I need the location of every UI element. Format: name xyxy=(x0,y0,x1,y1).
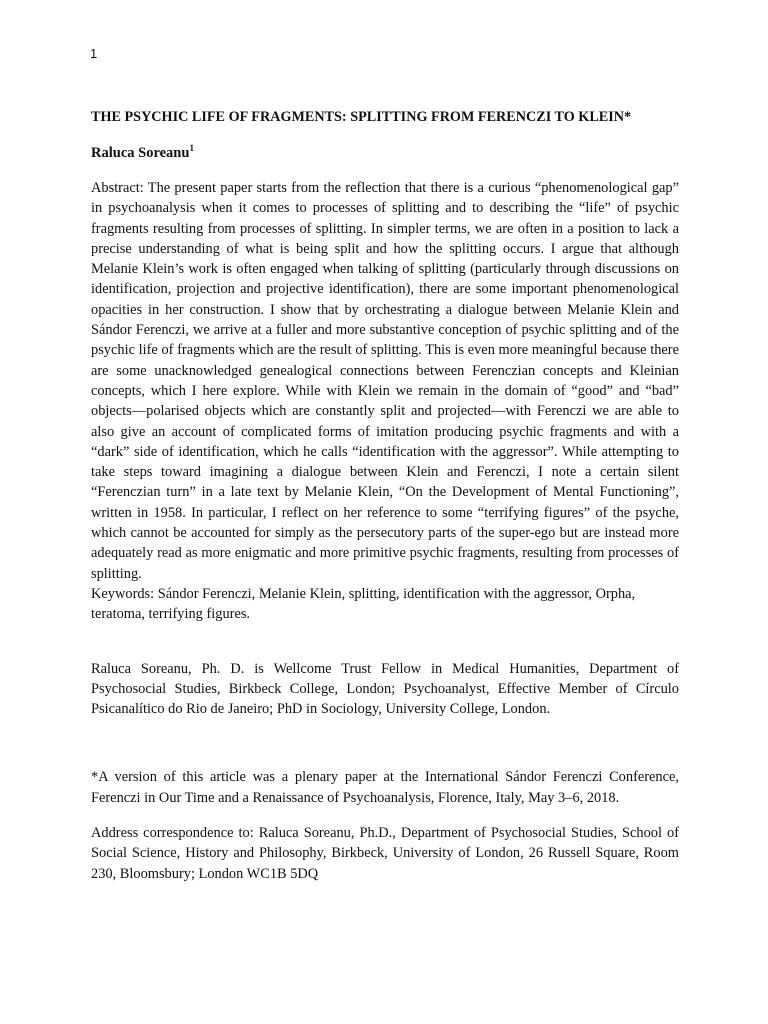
author-footnote-mark: 1 xyxy=(189,143,194,153)
keywords: Keywords: Sándor Ferenczi, Melanie Klein, splitting, identification with the aggressor, Orpha, teratoma, terrifying figures. xyxy=(91,585,636,623)
paper-title: THE PSYCHIC LIFE OF FRAGMENTS: SPLITTING FROM FERENCZI TO KLEIN* xyxy=(91,109,632,125)
conference-footnote: *A version of this article was a plenary paper at the International Sándor Ferenczi Conference, Ferenczi in Our Time and a Renaissance of Psychoanalysis, Florence, Italy, May 3–6, 2018. xyxy=(91,769,679,806)
abstract: Abstract: The present paper starts from the reflection that there is a curious “phenomenological gap” in psychoanalysis when it comes to processes of splitting and to describing the “life” of psychic fragments resulting from processes of splitting. In simpler terms, we are often in a position to lack a precise understanding of what is being split and how the splitting occurs. I argue that although Melanie Klein’s work is often engaged when talking of splitting (particularly through discussions on identification, projection and projective identification), there are some important phenomenological opacities in her construction. I show that by orchestrating a dialogue between Melanie Klein and Sándor Ferenczi, we arrive at a fuller and more substantive conception of psychic splitting and of the psychic life of fragments which are the result of splitting. This is even more meaningful because there are some unacknowledged genealogical connections between Ferenczian concepts and Kleinian concepts, which I here explore. While with Klein we remain in the domain of “good” and “bad” objects—polarised objects which are constantly split and projected—with Ferenczi we are able to also give an account of complicated forms of imitation producing psychic fragments and with a “dark” side of identification, which he calls “identification with the aggressor”. While attempting to take steps toward imagining a dialogue between Klein and Ferenczi, I note a certain silent “Ferenczian turn” in a late text by Melanie Klein, “On the Development of Mental Functioning”, written in 1958. In particular, I reflect on her reference to some “terrifying figures” of the psyche, which cannot be accounted for simply as the persecutory parts of the super-ego but are instead more adequately read as more enigmatic and more primitive psychic fragments, resulting from processes of splitting. xyxy=(91,180,679,582)
correspondence-address: Address correspondence to: Raluca Soreanu, Ph.D., Department of Psychosocial Studies, School of Social Science, History and Philosophy, Birkbeck, University of London, 26 Russell Square, Room 230, Bloomsbury; London WC1B 5DQ xyxy=(91,825,679,882)
author-line xyxy=(91,144,679,162)
author-name: Raluca Soreanu xyxy=(91,145,190,161)
author-bio: Raluca Soreanu, Ph. D. is Wellcome Trust Fellow in Medical Humanities, Department of Psychosocial Studies, Birkbeck College, London; Psychoanalyst, Effective Member of Círculo Psicanalítico do Rio de Janeiro; PhD in Sociology, University College, London. xyxy=(91,660,679,718)
page-number: 1 xyxy=(90,46,98,61)
document-body xyxy=(91,108,679,884)
